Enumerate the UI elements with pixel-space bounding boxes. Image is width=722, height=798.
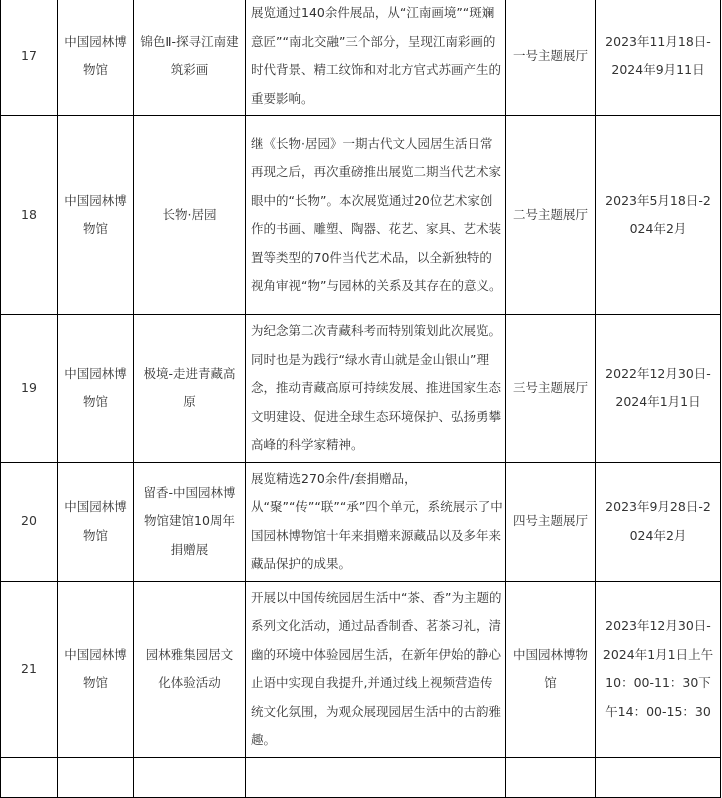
date-cell: 2023年5月18日-2024年2月	[596, 116, 721, 315]
organizer-cell	[58, 757, 134, 797]
row-number: 17	[1, 0, 58, 116]
row-number: 21	[1, 581, 58, 757]
description-cell: 展览精选270余件/套捐赠品，从“聚”“传”“联”“承”四个单元，系统展示了中国园林博物馆十年来捐赠来源藏品以及多年来藏品保护的成果。	[246, 462, 506, 581]
description-cell	[246, 757, 506, 797]
row-number: 19	[1, 315, 58, 463]
row-number: 20	[1, 462, 58, 581]
exhibition-title-cell: 长物·居园	[134, 116, 246, 315]
venue-cell: 四号主题展厅	[506, 462, 596, 581]
row-number	[1, 757, 58, 797]
exhibition-title-cell	[134, 757, 246, 797]
organizer-cell: 中国园林博物馆	[58, 315, 134, 463]
table-row	[1, 116, 721, 315]
date-cell: 2023年12月30日-2024年1月1日上午10：00-11：30下午14：00-15：30	[596, 581, 721, 757]
organizer-cell: 中国园林博物馆	[58, 581, 134, 757]
table-row	[1, 0, 721, 116]
venue-cell: 一号主题展厅	[506, 0, 596, 116]
date-cell: 2022年12月30日-2024年1月1日	[596, 315, 721, 463]
organizer-cell: 中国园林博物馆	[58, 0, 134, 116]
venue-cell: 三号主题展厅	[506, 315, 596, 463]
organizer-cell: 中国园林博物馆	[58, 116, 134, 315]
description-cell: 继《长物·居园》一期古代文人园居生活日常再现之后，再次重磅推出展览二期当代艺术家眼中的“长物”。本次展览通过20位艺术家创作的书画、雕塑、陶器、花艺、家具、艺术装置等类型的70件当代艺术品，以全新独特的视角审视“物”与园林的关系及其存在的意义。	[246, 116, 506, 315]
venue-cell	[506, 757, 596, 797]
organizer-cell: 中国园林博物馆	[58, 462, 134, 581]
exhibition-title-cell: 留香-中国园林博物馆建馆10周年捐赠展	[134, 462, 246, 581]
exhibition-title-cell: 极境-走进青藏高原	[134, 315, 246, 463]
description-cell: 为纪念第二次青藏科考而特别策划此次展览。同时也是为践行“绿水青山就是金山银山”理念，推动青藏高原可持续发展、推进国家生态文明建设、促进全球生态环境保护、弘扬勇攀高峰的科学家精神。	[246, 315, 506, 463]
table-row	[1, 757, 721, 797]
table-row	[1, 315, 721, 463]
venue-cell: 二号主题展厅	[506, 116, 596, 315]
date-cell: 2023年9月28日-2024年2月	[596, 462, 721, 581]
description-cell: 展览通过140余件展品，从“江南画境”“斑斓意匠”“南北交融”三个部分，呈现江南彩画的时代背景、精工纹饰和对北方官式苏画产生的重要影响。	[246, 0, 506, 116]
exhibition-title-cell: 园林雅集园居文化体验活动	[134, 581, 246, 757]
date-cell: 2023年11月18日-2024年9月11日	[596, 0, 721, 116]
table-row	[1, 581, 721, 757]
venue-cell: 中国园林博物馆	[506, 581, 596, 757]
exhibition-title-cell: 锦色Ⅱ-探寻江南建筑彩画	[134, 0, 246, 116]
description-cell: 开展以中国传统园居生活中“茶、香”为主题的系列文化活动，通过品香制香、茗茶习礼，清幽的环境中体验园居生活，在新年伊始的静心止语中实现自我提升,并通过线上视频营造传统文化氛围，为观众展现园居生活中的古韵雅趣。	[246, 581, 506, 757]
table-row	[1, 462, 721, 581]
date-cell	[596, 757, 721, 797]
row-number: 18	[1, 116, 58, 315]
